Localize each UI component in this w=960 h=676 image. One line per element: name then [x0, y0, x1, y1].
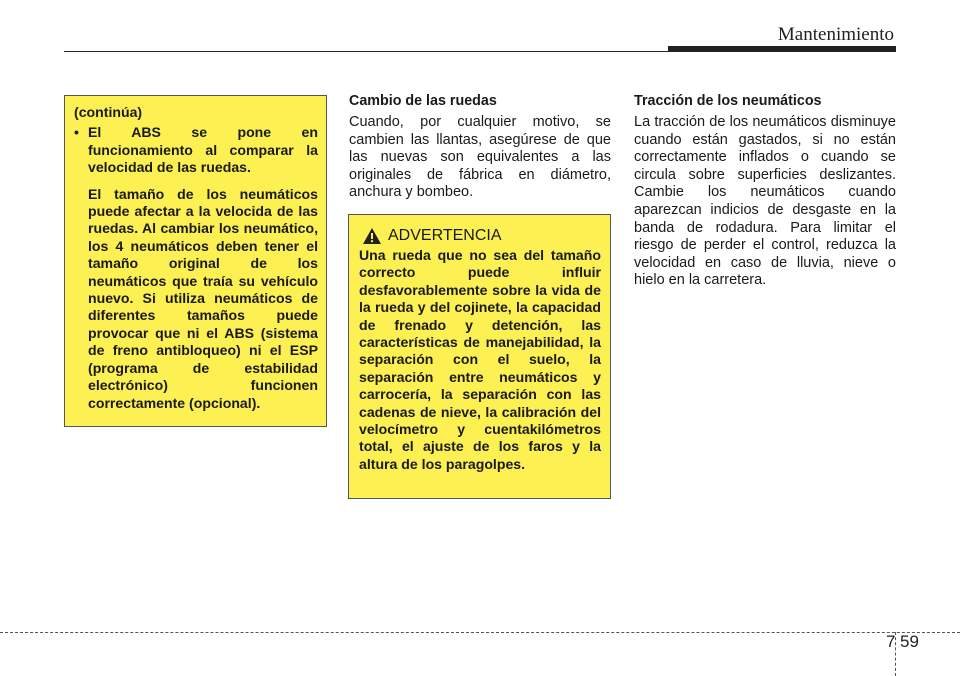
tire-traction-section	[634, 93, 896, 290]
abs-note-box	[64, 95, 327, 427]
warning-body: Una rueda que no sea del tamaño correcto puede influir desfavorablemente sobre la vida de la rueda y del cojinete, la capacidad de frenado y detención, las características de manejabilidad, la separación con el suelo, la separación entre neumáticos y carrocería, la separación con las cadenas de nieve, la calibración del velocímetro y cuentakilómetros total, el ajuste de los faros y la altura de los paragolpes.	[359, 247, 601, 472]
warning-title: ADVERTENCIA	[388, 227, 502, 245]
warning-box	[348, 214, 611, 499]
header-rule-accent	[668, 46, 896, 52]
bullet-icon: •	[74, 124, 79, 141]
chapter-number: 7	[886, 632, 896, 651]
wheel-change-heading: Cambio de las ruedas	[349, 93, 497, 109]
page-separator	[895, 632, 896, 676]
header-rule	[64, 51, 670, 52]
abs-paragraph: El ABS se pone en funcionamiento al comparar la velocidad de las ruedas.	[88, 124, 318, 176]
tire-traction-heading: Tracción de los neumáticos	[634, 93, 822, 109]
footer-rule	[0, 632, 960, 633]
warning-triangle-icon	[362, 227, 382, 245]
tire-traction-body: La tracción de los neumáticos disminuye cuando están gastados, si no están correctamente inflados o cuando se circula sobre superficies deslizantes. Cambie los neumáticos cuando aparezcan indicios de desgaste en la banda de rodadura. Para limitar el riesgo de perder el control, reduzca la velocidad en caso de lluvia, nieve o hielo en la carretera.	[634, 114, 896, 289]
section-title: Mantenimiento	[777, 24, 894, 45]
warning-header	[359, 227, 601, 245]
abs-bullet	[74, 124, 318, 421]
wheel-change-body: Cuando, por cualquier motivo, se cambien las llantas, asegúrese de que las nuevas son equivalentes a las originales de fábrica en diámetro, anchura y bombeo.	[349, 114, 611, 201]
page-number: 59	[900, 632, 919, 651]
tire-size-paragraph: El tamaño de los neumáticos puede afectar a la velocida de las ruedas. Al cambiar los neumático, los 4 neumáticos deben tener el tamaño original de los neumáticos que traía su vehículo nuevo. Si utiliza neumáticos de diferentes tamaños puede provocar que ni el ABS (sistema de freno antibloqueo) ni el ESP (programa de estabilidad electrónico) funcionen correctamente (opcional).	[88, 185, 318, 411]
continued-label: (continúa)	[74, 104, 143, 120]
wheel-change-section	[349, 93, 611, 202]
